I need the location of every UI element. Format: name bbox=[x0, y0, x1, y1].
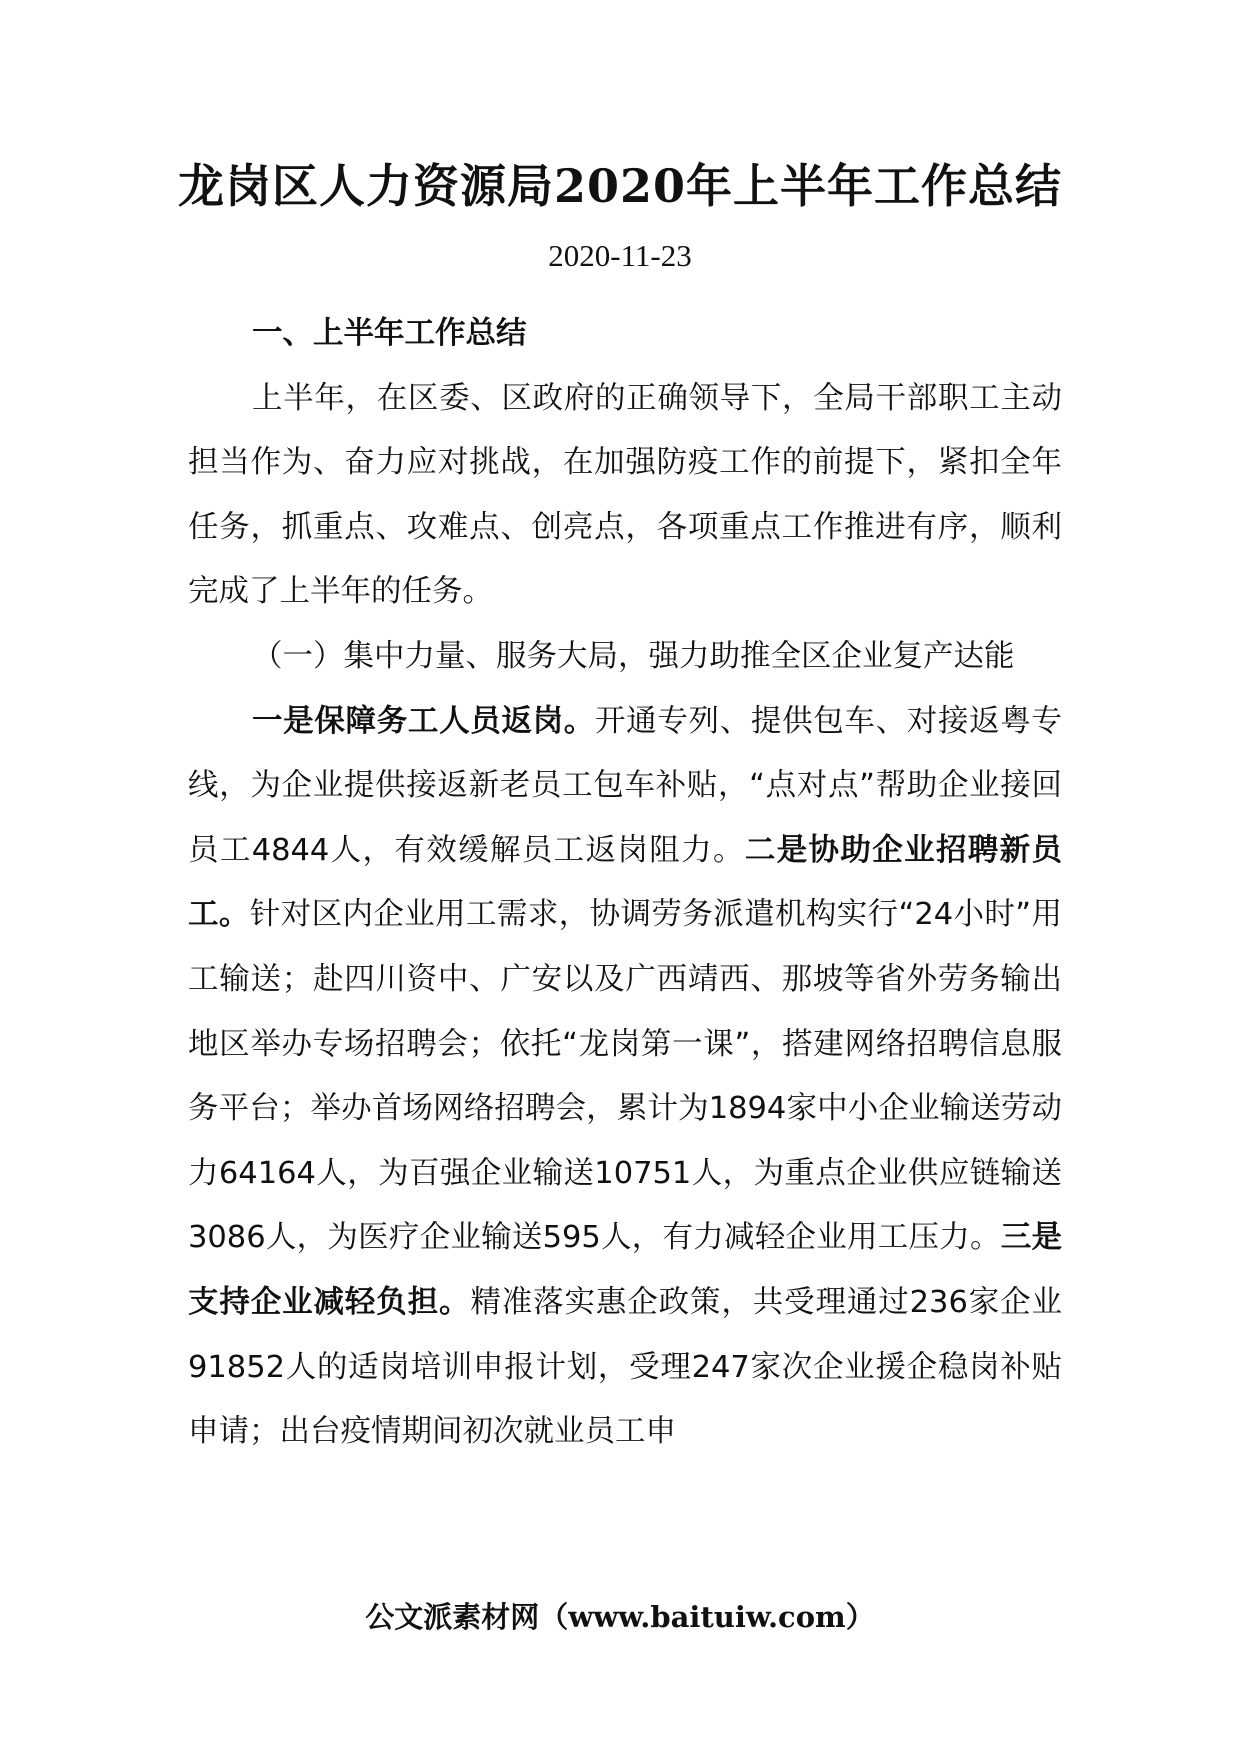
point1-text: 开通专列、提供包车、对接返粤专线，为企业提供接返新老员工包车补贴，“点对点”帮助企业接回员工4844人，有效缓解员工返岗阻力。 bbox=[188, 703, 1063, 868]
point1-lead: 一是保障务工人员返岗。 bbox=[252, 703, 595, 739]
point3-lead: 三是支持企业减轻负担。 bbox=[188, 1220, 1062, 1320]
source-watermark-footer: 公文派素材网（www.baituiw.com） bbox=[365, 1600, 875, 1634]
document-title: 龙岗区人力资源局2020年上半年工作总结 bbox=[177, 159, 1063, 213]
point3-text: 精准落实惠企政策，共受理通过236家企业91852人的适岗培训申报计划，受理247家次企业援企稳岗补贴申请；出台疫情期间初次就业员工申 bbox=[188, 1284, 1063, 1450]
subsection-heading: （一）集中力量、服务大局，强力助推全区企业复产达能 bbox=[252, 638, 1015, 674]
document-date: 2020-11-23 bbox=[548, 238, 692, 273]
document-body bbox=[188, 302, 1062, 1465]
point2-text: 针对区内企业用工需求，协调劳务派遣机构实行“24小时”用工输送；赴四川资中、广安以及广西靖西、那坡等省外劳务输出地区举办专场招聘会；依托“龙岗第一课”，搭建网络招聘信息服务平台；举办首场网络招聘会，累计为1894家中小企业输送劳动力64164人，为百强企业输送10751人，为重点企业供应链输送3086人，为医疗企业输送595人，有力减轻企业用工压力。 bbox=[188, 897, 1063, 1256]
section-heading: 一、上半年工作总结 bbox=[252, 316, 527, 351]
measures-paragraph bbox=[188, 690, 1062, 1465]
intro-paragraph: 上半年，在区委、区政府的正确领导下，全局干部职工主动担当作为、奋力应对挑战，在加强防疫工作的前提下，紧扣全年任务，抓重点、攻难点、创亮点，各项重点工作推进有序，顺利完成了上半年的任务。 bbox=[188, 380, 1062, 610]
point2-lead: 二是协助企业招聘新员工。 bbox=[188, 832, 1063, 933]
